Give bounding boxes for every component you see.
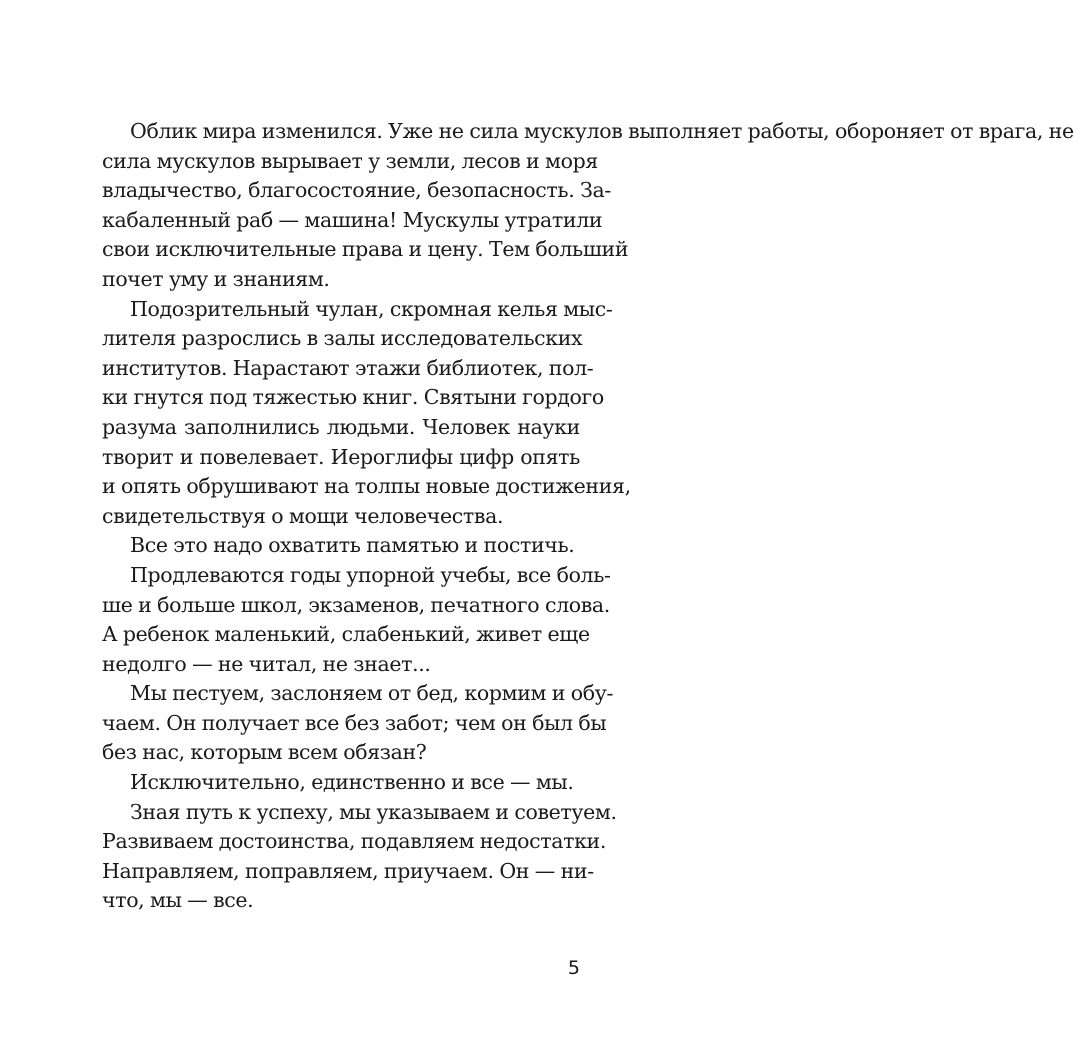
text-line: что, мы — все. xyxy=(102,888,254,913)
text-line: почет уму и знаниям. xyxy=(102,266,330,291)
text-line: Облик мира изменился. Уже не сила мускулов выполняет работы, обороняет от врага, не xyxy=(130,119,1074,143)
text-line: свои исключительные права и цену. Тем больший xyxy=(102,237,629,262)
text-line: без нас, которым всем обязан? xyxy=(102,740,427,765)
text-line: кабаленный раб — машина! Мускулы утратили xyxy=(102,207,603,232)
paragraph-2 xyxy=(102,295,631,532)
paragraph-7 xyxy=(102,798,617,916)
paragraph-1 xyxy=(102,117,1074,295)
text-line: Продлеваются годы упорной учебы, все боль- xyxy=(130,562,611,587)
text-line: чаем. Он получает все без забот; чем он был бы xyxy=(102,710,607,735)
text-line: владычество, благосостояние, безопасность. За- xyxy=(102,178,611,203)
paragraph-5 xyxy=(102,679,614,768)
text-line: творит и повелевает. Иероглифы цифр опять xyxy=(102,444,580,469)
text-line: А ребенок маленький, слабенький, живет еще xyxy=(102,622,590,647)
paragraph-6 xyxy=(102,768,580,798)
page-number: 5 xyxy=(567,957,580,979)
text-line: Мы пестуем, заслоняем от бед, кормим и обу- xyxy=(130,681,614,706)
paragraph-4 xyxy=(102,561,611,679)
text-line: лителя разрослись в залы исследовательских xyxy=(102,326,583,351)
text-line: разума заполнились людьми. Человек науки xyxy=(102,414,580,439)
text-line: Развиваем достоинства, подавляем недостатки. xyxy=(102,829,607,854)
text-line: свидетельствуя о мощи человечества. xyxy=(102,503,504,528)
text-line: Исключительно, единственно и все — мы. xyxy=(130,770,574,795)
text-line: Все это надо охватить памятью и постичь. xyxy=(130,533,575,558)
body-text xyxy=(102,117,1074,916)
text-line: ки гнутся под тяжестью книг. Святыни гордого xyxy=(102,385,604,410)
text-line: сила мускулов вырывает у земли, лесов и моря xyxy=(102,148,598,173)
text-line: Подозрительный чулан, скромная келья мыс- xyxy=(130,296,613,321)
text-line: ше и больше школ, экзаменов, печатного слова. xyxy=(102,592,610,617)
paragraph-3 xyxy=(102,531,580,561)
text-line: Зная путь к успеху, мы указываем и советуем. xyxy=(130,799,617,824)
text-line: недолго — не читал, не знает... xyxy=(102,651,431,676)
text-line: институтов. Нарастают этажи библиотек, пол- xyxy=(102,355,594,380)
text-line: и опять обрушивают на толпы новые достижения, xyxy=(102,474,631,499)
text-line: Направляем, поправляем, приучаем. Он — ни- xyxy=(102,858,594,883)
